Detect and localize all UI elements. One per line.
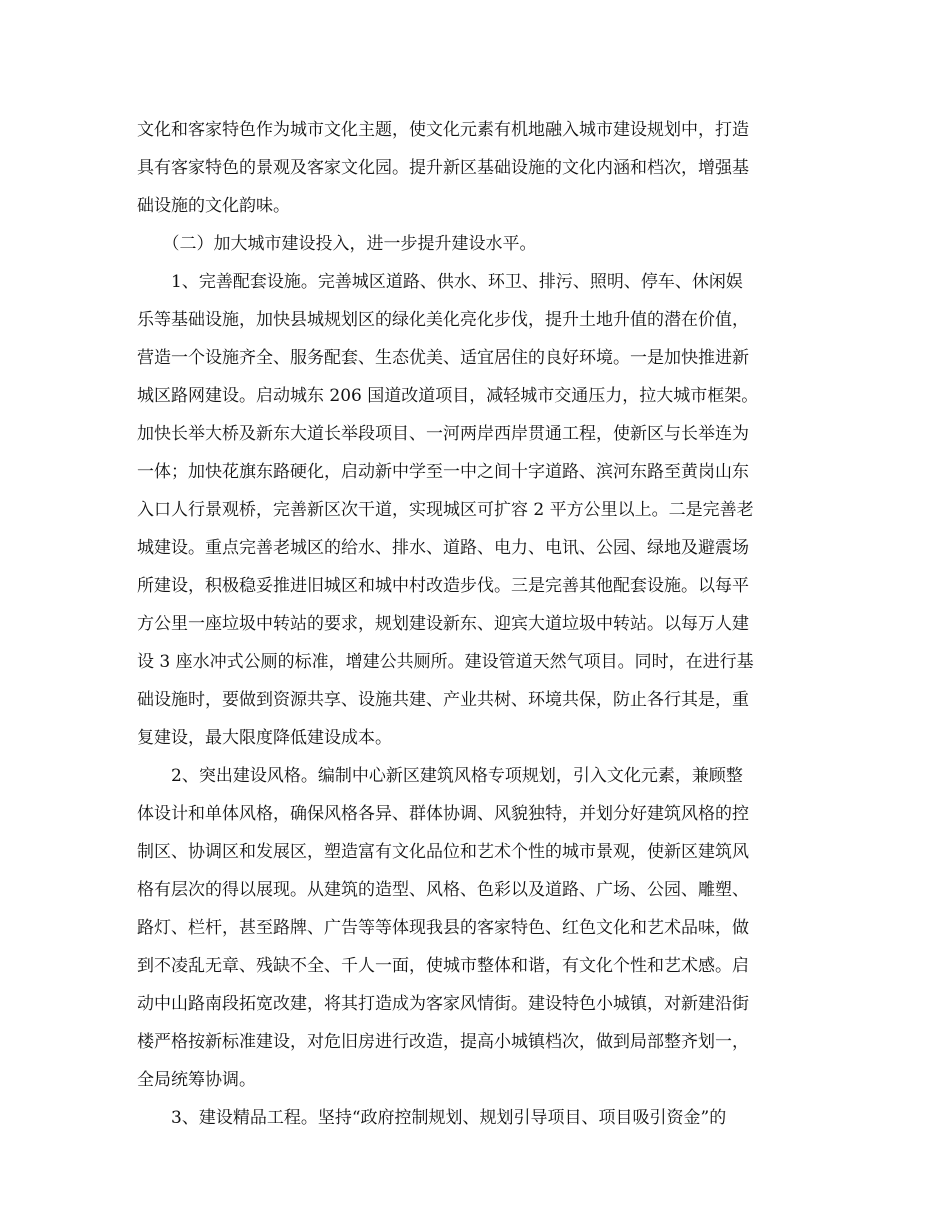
text-line: 设 3 座水冲式公厕的标准，增建公共厕所。建设管道天然气项目。同时，在进行基 [137,652,754,672]
text-line: 础设施时，要做到资源共享、设施共建、产业共树、环境共保，防止各行其是，重 [137,690,749,710]
text-line: 路灯、栏杆，甚至路牌、广告等等体现我县的客家特色、红色文化和艺术品味，做 [137,918,749,938]
text-line: 城建设。重点完善老城区的给水、排水、道路、电力、电讯、公园、绿地及避震场 [137,538,749,558]
text-line: 方公里一座垃圾中转站的要求，规划建设新东、迎宾大道垃圾中转站。以每万人建 [137,614,749,634]
text-line: 一体；加快花旗东路硬化，启动新中学至一中之间十字道路、滨河东路至黄岗山东 [137,462,749,482]
text-line: 全局统筹协调。 [137,1070,256,1090]
text-line: 城区路网建设。启动城东 206 国道改道项目，减轻城市交通压力，拉大城市框架。 [137,386,759,406]
text-line: 动中山路南段拓宽改建，将其打造成为客家风情街。建设特色小城镇，对新建沿街 [137,994,749,1014]
text-line: 乐等基础设施，加快县城规划区的绿化美化亮化步伐，提升土地升值的潜在价值， [137,310,749,330]
text-line: 营造一个设施齐全、服务配套、生态优美、适宜居住的良好环境。一是加快推进新 [137,348,749,368]
text-line: 体设计和单体风格，确保风格各异、群体协调、风貌独特，并划分好建筑风格的控 [137,804,749,824]
document-body [137,111,813,1137]
text-line: 所建设，积极稳妥推进旧城区和城中村改造步伐。三是完善其他配套设施。以每平 [137,576,749,596]
text-line: 加快长举大桥及新东大道长举段项目、一河两岸西岸贯通工程，使新区与长举连为 [137,424,749,444]
text-line: 2、突出建设风格。编制中心新区建筑风格专项规划，引入文化元素，兼顾整 [137,766,743,786]
section-heading-line: （二）加大城市建设投入，进一步提升建设水平。 [137,234,537,254]
text-line: 制区、协调区和发展区，塑造富有文化品位和艺术个性的城市景观，使新区建筑风 [137,842,749,862]
text-line: 础设施的文化韵味。 [137,196,290,216]
text-line: 具有客家特色的景观及客家文化园。提升新区基础设施的文化内涵和档次，增强基 [137,158,749,178]
text-line: 复建设，最大限度降低建设成本。 [137,728,392,748]
text-line: 3、建设精品工程。坚持“政府控制规划、规划引导项目、项目吸引资金”的 [137,1108,727,1128]
text-line: 入口人行景观桥，完善新区次干道，实现城区可扩容 2 平方公里以上。二是完善老 [137,500,754,520]
text-line: 楼严格按新标准建设，对危旧房进行改造，提高小城镇档次，做到局部整齐划一， [137,1032,749,1052]
text-line: 1、完善配套设施。完善城区道路、供水、环卫、排污、照明、停车、休闲娱 [137,272,743,292]
text-line: 到不凌乱无章、残缺不全、千人一面，使城市整体和谐，有文化个性和艺术感。启 [137,956,749,976]
text-line: 文化和客家特色作为城市文化主题，使文化元素有机地融入城市建设规划中，打造 [137,120,749,140]
text-line: 格有层次的得以展现。从建筑的造型、风格、色彩以及道路、广场、公园、雕塑、 [137,880,749,900]
